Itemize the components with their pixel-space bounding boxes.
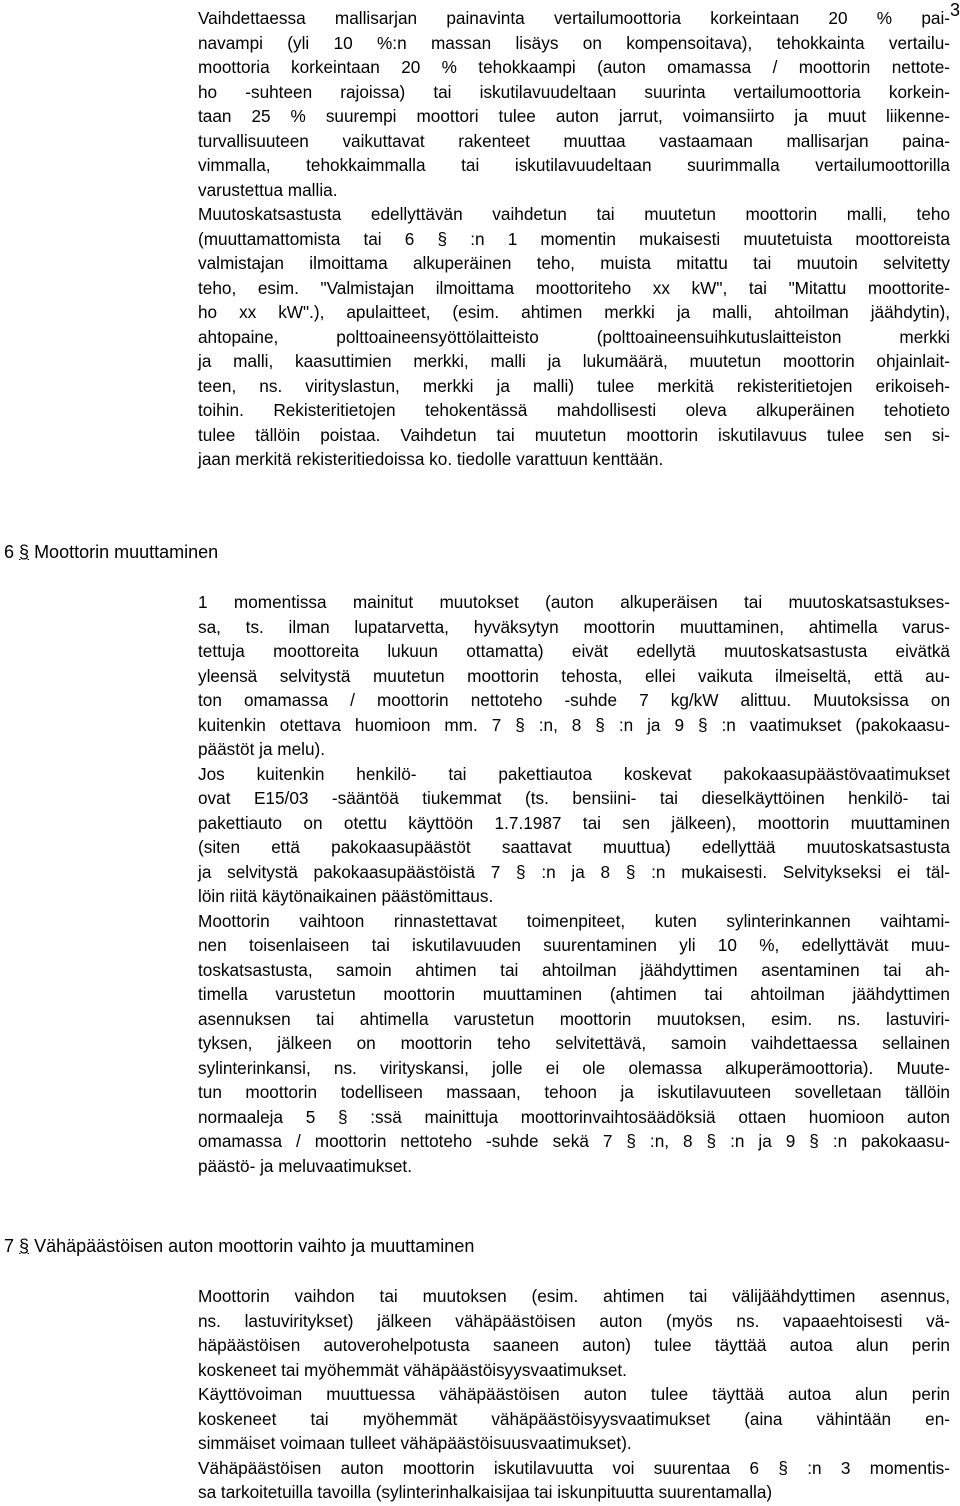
text-line: timella varustetun moottorin muuttaminen (ahtimen tai ahtoilman jäähdyttimen xyxy=(198,984,950,1004)
text-line: yleensä selvitystä muutetun moottorin tehosta, ellei vaikuta ilmeiseltä, että au- xyxy=(198,665,950,686)
section-7-title: Vähäpäästöisen auton moottorin vaihto ja muuttaminen xyxy=(34,1236,475,1256)
text-line: moottoria korkeintaan 20 % tehokkaampi (auton omamassa / moottorin nettote- xyxy=(198,57,950,77)
text-line: valmistajan ilmoittama alkuperäinen teho, muista mitattu tai muutoin selvitetty xyxy=(198,253,950,273)
text-line: Moottorin vaihtoon rinnastettavat toimenpiteet, kuten sylinterinkannen vaihtami- xyxy=(198,910,950,931)
text-line: asennuksen tai ahtimella varustetun moottorin muutoksen, esim. ns. lastuviri- xyxy=(198,1008,950,1029)
text-line: koskeneet tai myöhemmät vähäpäästöisyysvaatimukset. xyxy=(198,1359,627,1380)
text-line: (muuttamattomista tai 6 § :n 1 momentin mukaisesti muutetuista moottoreista xyxy=(198,228,950,249)
section-6-heading xyxy=(4,540,218,564)
text-line: varustettua mallia. xyxy=(198,179,338,200)
section-6-title: Moottorin muuttaminen xyxy=(34,542,219,562)
text-line: päästö- ja meluvaatimukset. xyxy=(198,1155,412,1176)
text-line: päästöt ja melu). xyxy=(198,739,326,759)
text-line: tun moottorin todelliseen massaan, tehoon ja iskutilavuuteen sovelletaan tällöin xyxy=(198,1082,950,1102)
page-number: 3 xyxy=(949,0,960,20)
text-line: toskatsastusta, samoin ahtimen tai ahtoilman jäähdyttimen asentaminen tai ah- xyxy=(198,959,950,980)
text-line: teen, ns. virityslastun, merkki ja malli) tulee merkitä rekisteritietojen erikoiseh- xyxy=(198,375,950,396)
text-line: Moottorin vaihdon tai muutoksen (esim. ahtimen tai välijäähdyttimen asennus, xyxy=(198,1286,950,1306)
text-line: kuitenkin otettava huomioon mm. 7 § :n, 8 § :n ja 9 § :n vaatimukset (pakokaasu- xyxy=(198,714,950,735)
text-line: normaaleja 5 § :ssä mainittuja moottorinvaihtosäädöksiä ottaen huomioon auton xyxy=(198,1106,950,1127)
text-line: Jos kuitenkin henkilö- tai pakettiautoa koskevat pakokaasupäästövaatimukset xyxy=(198,763,950,784)
section-7-body xyxy=(198,1284,950,1505)
text-line: Käyttövoiman muuttuessa vähäpäästöisen auton tulee täyttää autoa alun perin xyxy=(198,1384,950,1404)
section-7-number: 7 xyxy=(4,1236,15,1256)
text-line: Muutoskatsastusta edellyttävän vaihdetun tai muutetun moottorin malli, teho xyxy=(198,204,950,224)
intro-paragraphs xyxy=(198,6,950,472)
section-7-symbol: § xyxy=(19,1236,30,1256)
text-line: ton omamassa / moottorin nettoteho -suhde 7 kg/kW alittuu. Muutoksissa on xyxy=(198,690,950,710)
text-line: navampi (yli 10 %:n massan lisäys on kompensoitava), tehokkainta vertailu- xyxy=(198,32,950,53)
text-line: ovat E15/03 -sääntöä tiukemmat (ts. bensiini- tai dieselkäyttöinen henkilö- tai xyxy=(198,788,950,808)
text-line: tettuja moottoreita lukuun ottamatta) eivät edellytä muutoskatsastusta eivätkä xyxy=(198,641,950,661)
text-line: (siten että pakokaasupäästöt saattavat muuttua) edellyttää muutoskatsastusta xyxy=(198,837,950,857)
text-line: sa tarkoitetuilla tavoilla (sylinterinhalkaisijaa tai iskunpituutta suurentamalla) xyxy=(198,1482,773,1502)
text-line: 1 momentissa mainitut muutokset (auton alkuperäisen tai muutoskatsastukses- xyxy=(198,592,950,612)
text-line: vimmalla, tehokkaimmalla tai iskutilavuudeltaan suurimmalla vertailumoottorilla xyxy=(198,155,950,175)
text-line: sylinterinkansi, ns. virityskansi, jolle ei ole olemassa alkuperämoottoria). Muute- xyxy=(198,1057,950,1078)
section-6-number: 6 xyxy=(4,542,15,562)
text-line: tulee tällöin poistaa. Vaihdetun tai muutetun moottorin iskutilavuus tulee sen si- xyxy=(198,424,950,445)
text-line: turvallisuuteen vaikuttavat rakenteet muuttaa vastaamaan mallisarjan paina- xyxy=(198,130,950,151)
text-line: sa, ts. ilman lupatarvetta, hyväksytyn moottorin muuttaminen, ahtimella varus- xyxy=(198,616,950,637)
text-line: nen toisenlaiseen tai iskutilavuuden suurentaminen yli 10 %, edellyttävät muu- xyxy=(198,935,950,955)
section-6-symbol: § xyxy=(19,542,30,562)
text-line: ho xx kW".), apulaitteet, (esim. ahtimen merkki ja malli, ahtoilman jäähdytin), xyxy=(198,302,950,322)
text-line: toihin. Rekisteritietojen tehokentässä mahdollisesti oleva alkuperäinen tehotieto xyxy=(198,400,950,420)
text-line: jaan merkitä rekisteritiedoissa ko. tiedolle varattuun kenttään. xyxy=(198,449,664,469)
text-line: ns. lastuviritykset) jälkeen vähäpäästöisen auton (myös ns. vapaaehtoisesti vä- xyxy=(198,1310,950,1331)
text-line: ja malli, kaasuttimien merkki, malli ja lukumäärä, muutetun moottorin ohjainlait- xyxy=(198,351,950,371)
text-line: Vähäpäästöisen auton moottorin iskutilavuutta voi suurentaa 6 § :n 3 momentis- xyxy=(198,1457,950,1478)
text-line: ahtopaine, polttoaineensyöttölaitteisto (polttoaineensuihkutuslaitteiston merkki xyxy=(198,326,950,347)
text-line: taan 25 % suurempi moottori tulee auton jarrut, voimansiirto ja muut liikenne- xyxy=(198,106,950,126)
text-line: teho, esim. "Valmistajan ilmoittama moottoriteho xx kW", tai "Mitattu moottorite- xyxy=(198,277,950,298)
text-line: simmäiset voimaan tulleet vähäpäästöisuusvaatimukset). xyxy=(198,1433,632,1453)
section-7-heading xyxy=(4,1234,474,1258)
text-line: koskeneet tai myöhemmät vähäpäästöisyysvaatimukset (aina vähintään en- xyxy=(198,1408,950,1429)
text-line: Vaihdettaessa mallisarjan painavinta vertailumoottoria korkeintaan 20 % pai- xyxy=(198,8,950,28)
text-line: tyksen, jälkeen on moottorin teho selvitettävä, samoin vaihdettaessa sellainen xyxy=(198,1033,950,1053)
text-line: pakettiauto on otettu käyttöön 1.7.1987 tai sen jälkeen), moottorin muuttaminen xyxy=(198,812,950,833)
text-line: ho -suhteen rajoissa) tai iskutilavuudeltaan suurinta vertailumoottoria korkein- xyxy=(198,81,950,102)
text-line: häpäästöisen autoverohelpotusta saaneen auton) tulee täyttää autoa alun perin xyxy=(198,1335,950,1355)
text-line: ja selvitystä pakokaasupäästöistä 7 § :n ja 8 § :n mukaisesti. Selvitykseksi ei täl- xyxy=(198,861,950,882)
text-line: omamassa / moottorin nettoteho -suhde sekä 7 § :n, 8 § :n ja 9 § :n pakokaasu- xyxy=(198,1131,950,1151)
text-line: löin riitä käytönaikainen päästömittaus. xyxy=(198,886,494,906)
section-6-body xyxy=(198,590,950,1178)
